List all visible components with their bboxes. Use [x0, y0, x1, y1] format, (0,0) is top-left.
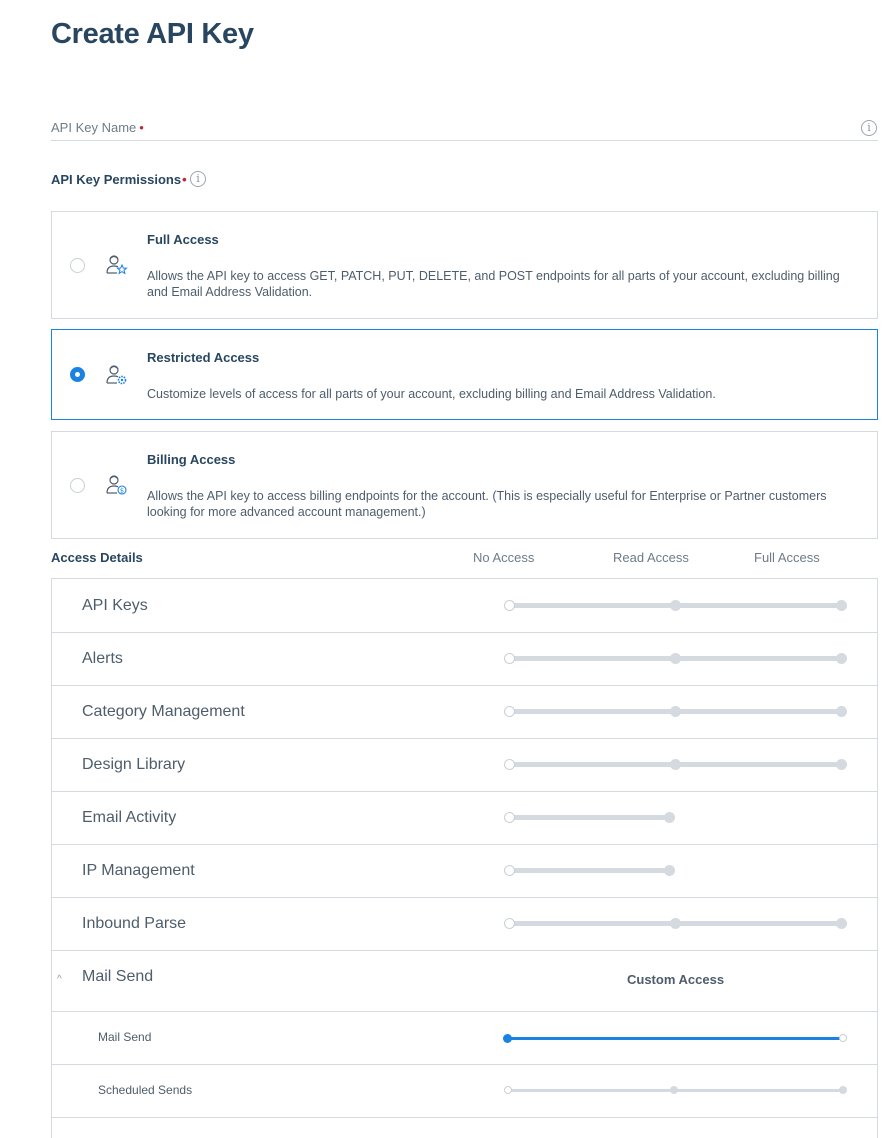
table-row: [52, 738, 877, 792]
slider-handle[interactable]: [504, 653, 515, 664]
row-label: Alerts: [82, 650, 123, 667]
option-description: Allows the API key to access billing endpoints for the account. (This is especially useful for Enterprise or Partner customers looking for more advanced account management.): [147, 489, 827, 519]
slider-stop-full[interactable]: [836, 600, 847, 611]
access-details-table: [51, 578, 878, 1138]
row-label: Email Activity: [82, 809, 177, 826]
slider-stop-full[interactable]: [836, 653, 847, 664]
chevron-up-icon[interactable]: ^: [57, 974, 62, 985]
slider-handle[interactable]: [504, 759, 515, 770]
radio-full-access[interactable]: [70, 258, 85, 273]
table-row-expandable[interactable]: [52, 950, 877, 1012]
level-header-no-access: No Access: [473, 550, 535, 565]
row-label: Mail Send: [82, 968, 154, 985]
slider-handle[interactable]: [504, 865, 515, 876]
slider-stop-read[interactable]: [670, 706, 681, 717]
level-header-full-access: Full Access: [754, 550, 820, 565]
sub-table-row: [52, 1064, 877, 1118]
slider-handle[interactable]: [504, 600, 515, 611]
api-key-name-label: API Key Name •: [51, 120, 144, 135]
slider-handle[interactable]: [839, 1034, 847, 1042]
slider-track: [509, 868, 675, 873]
sub-row-label: Scheduled Sends: [98, 1083, 193, 1097]
table-row: [52, 579, 877, 633]
table-row: [52, 844, 877, 898]
sub-row-label: Mail Send: [98, 1030, 152, 1044]
table-row: [52, 897, 877, 951]
permission-option-full[interactable]: [51, 211, 878, 319]
slider-stop-read[interactable]: [670, 653, 681, 664]
slider-handle[interactable]: [504, 706, 515, 717]
level-header-read-access: Read Access: [613, 550, 689, 565]
radio-restricted-access[interactable]: [70, 367, 85, 382]
slider-stop-no-access[interactable]: [503, 1034, 512, 1043]
radio-billing-access[interactable]: [70, 478, 85, 493]
user-star-icon: [104, 253, 128, 277]
row-label: Design Library: [82, 756, 186, 773]
row-label: IP Management: [82, 862, 195, 879]
slider-handle[interactable]: [504, 812, 515, 823]
slider-stop-full[interactable]: [836, 759, 847, 770]
required-marker: •: [182, 172, 187, 187]
option-title: Full Access: [147, 232, 219, 247]
slider-stop-full[interactable]: [836, 706, 847, 717]
slider-handle[interactable]: [504, 918, 515, 929]
row-label: API Keys: [82, 597, 148, 614]
user-dollar-icon: [104, 473, 128, 497]
table-row: [52, 791, 877, 845]
user-gear-icon: [104, 363, 128, 387]
page-title: Create API Key: [51, 18, 254, 50]
slider-stop-full[interactable]: [836, 918, 847, 929]
slider-stop-full[interactable]: [839, 1086, 847, 1094]
slider-handle[interactable]: [504, 1086, 512, 1094]
slider-stop-read[interactable]: [670, 600, 681, 611]
svg-text:$: $: [119, 486, 125, 495]
sub-table-row: [52, 1011, 877, 1065]
api-key-name-field[interactable]: [51, 112, 878, 141]
option-title: Billing Access: [147, 452, 236, 467]
option-description: Customize levels of access for all parts of your account, excluding billing and Email Address Validation.: [147, 387, 716, 401]
slider-track: [509, 1037, 842, 1040]
slider-stop-read[interactable]: [670, 1086, 678, 1094]
permission-option-billing[interactable]: [51, 431, 878, 539]
table-row: [52, 632, 877, 686]
slider-stop-read[interactable]: [664, 812, 675, 823]
required-marker: •: [139, 120, 144, 135]
option-description: Allows the API key to access GET, PATCH, PUT, DELETE, and POST endpoints for all parts of your account, excluding billing and Email Address Validation.: [147, 269, 840, 299]
custom-access-label: Custom Access: [627, 972, 725, 987]
access-details-title: Access Details: [51, 550, 143, 565]
info-icon[interactable]: i: [190, 171, 206, 187]
option-title: Restricted Access: [147, 350, 260, 365]
permissions-label: API Key Permissions•: [51, 172, 187, 187]
slider-stop-read[interactable]: [670, 918, 681, 929]
row-label: Inbound Parse: [82, 915, 187, 932]
permission-option-restricted[interactable]: [51, 329, 878, 420]
slider-track: [509, 815, 675, 820]
table-row: [52, 685, 877, 739]
row-label: Category Management: [82, 703, 245, 720]
slider-stop-read[interactable]: [670, 759, 681, 770]
info-icon[interactable]: i: [861, 120, 877, 136]
slider-stop-read[interactable]: [664, 865, 675, 876]
